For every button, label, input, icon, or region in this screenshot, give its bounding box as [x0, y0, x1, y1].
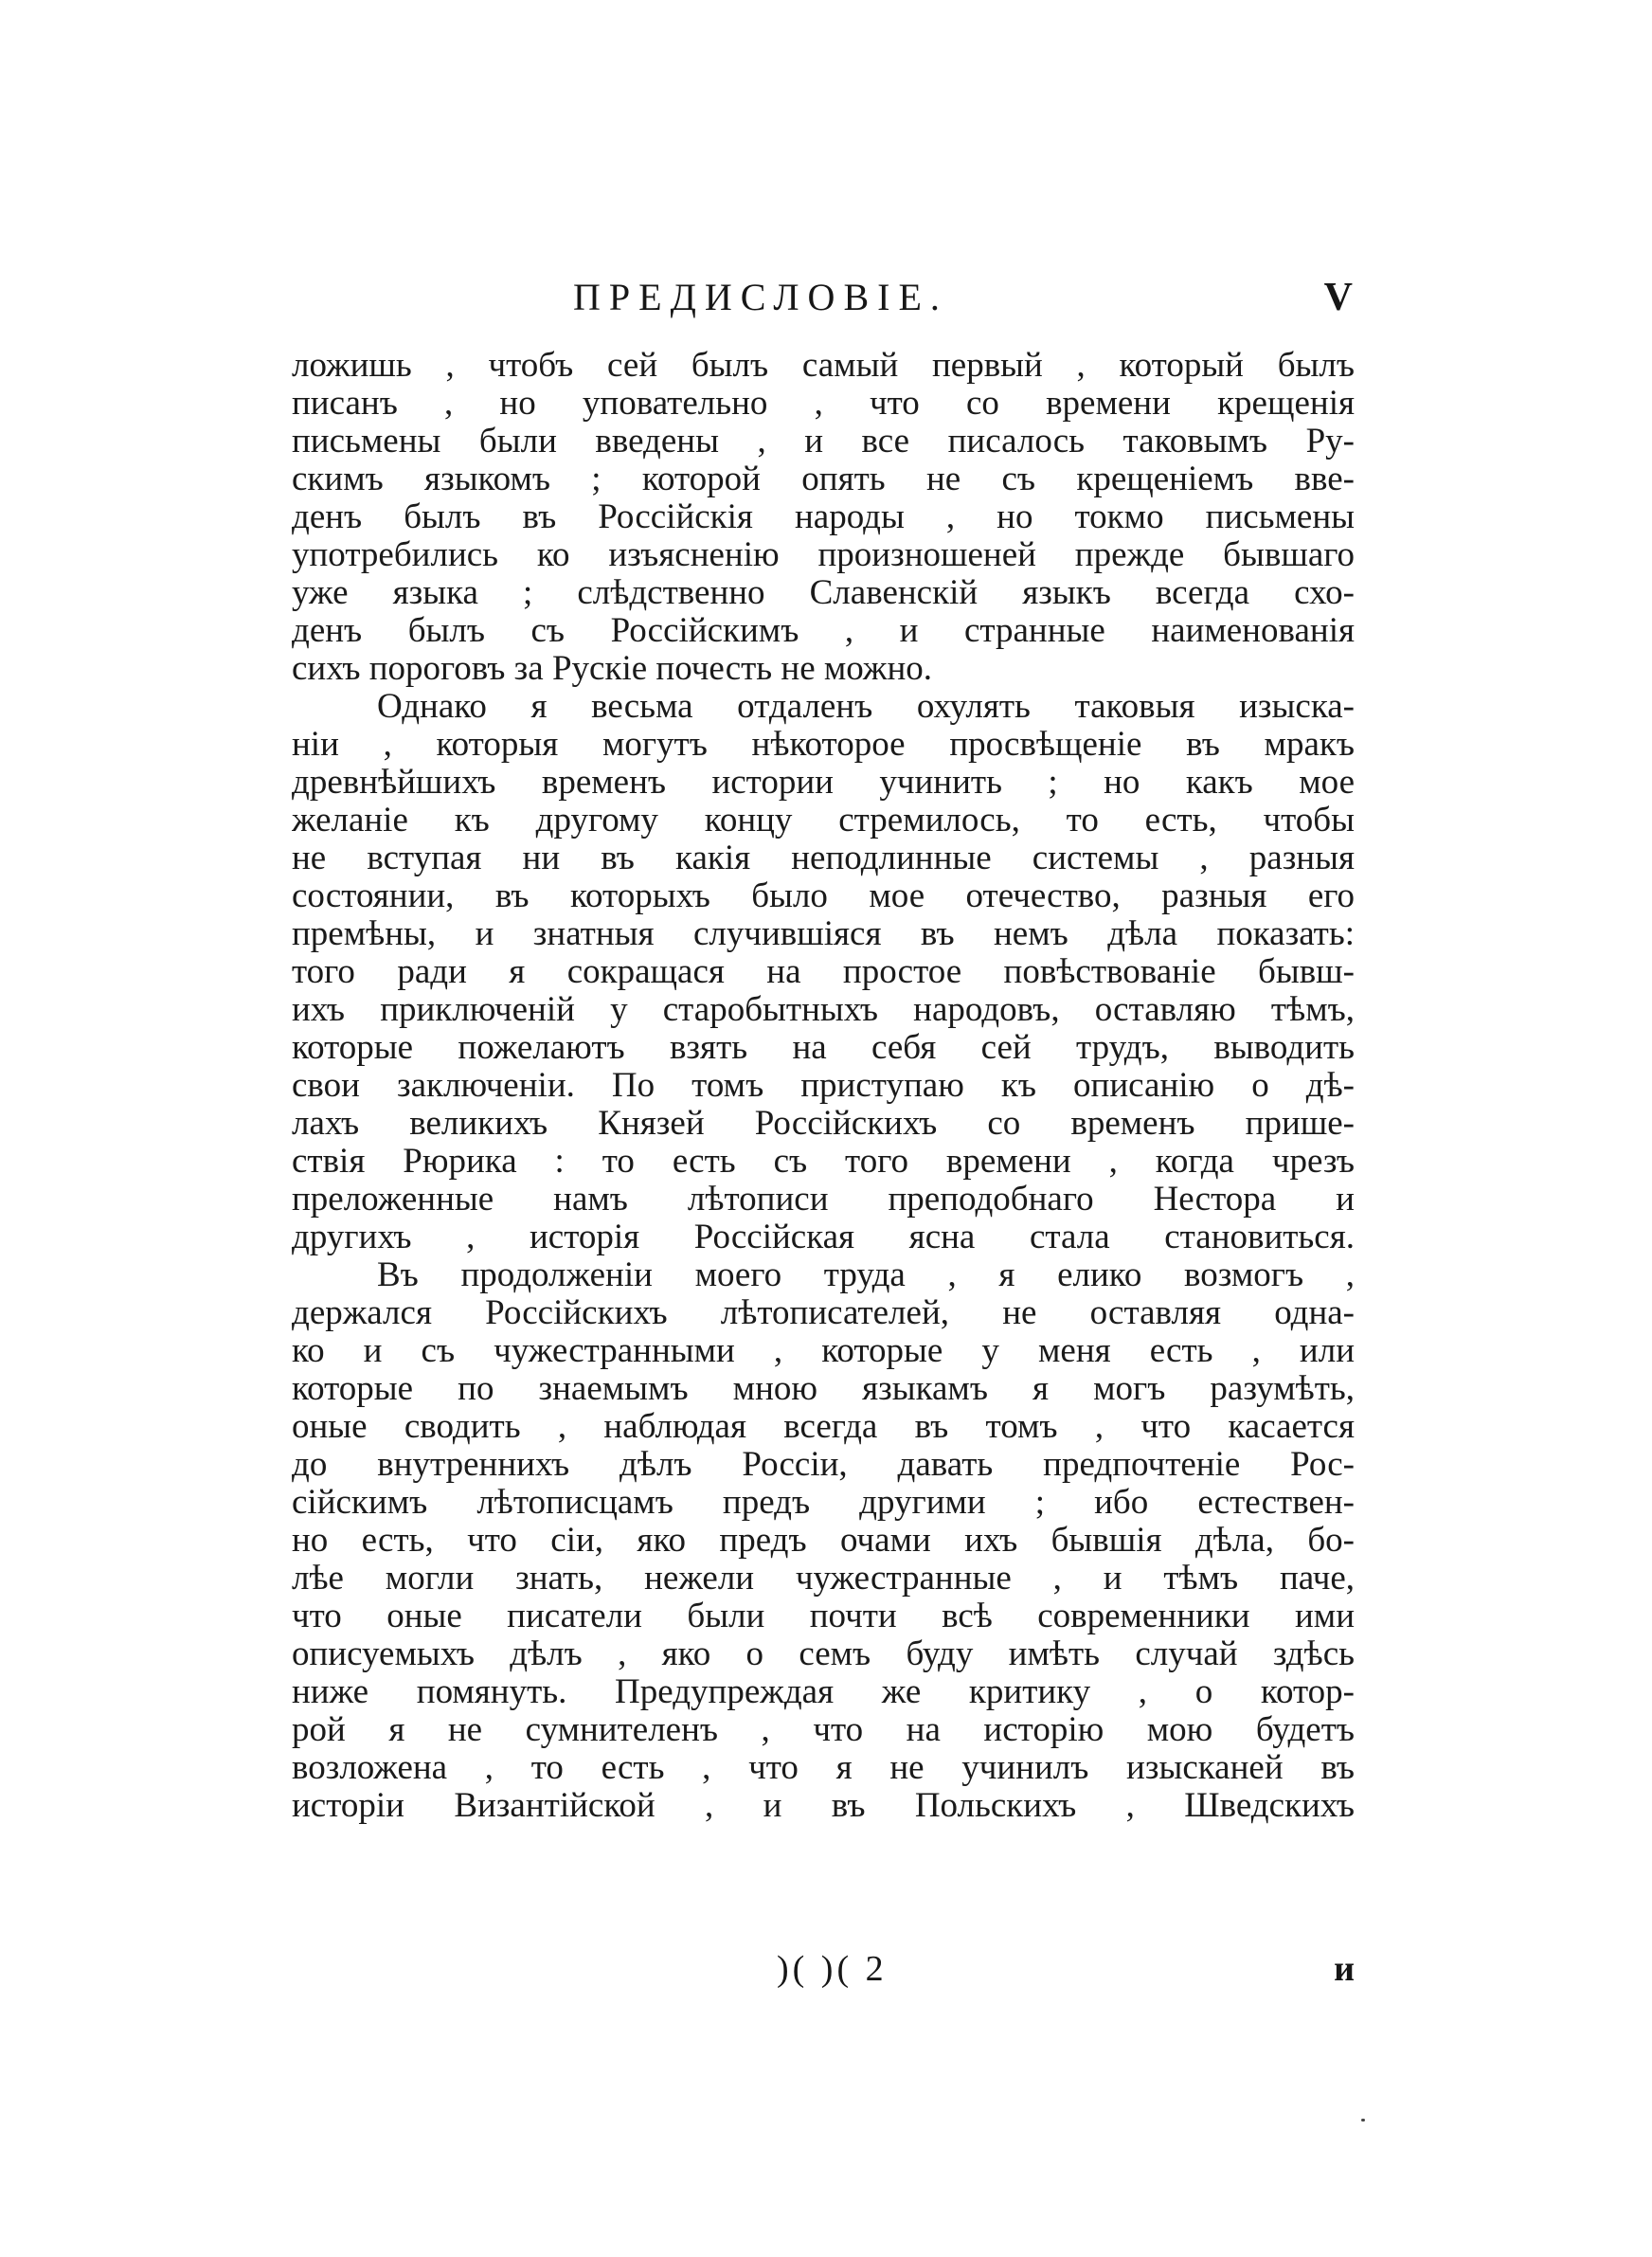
text-line: письмены были введены , и все писалось таковымъ Ру- [292, 423, 1355, 460]
text-line: ниже помянуть. Предупреждая же критику , о котор- [292, 1673, 1355, 1711]
text-line: уже языка ; слѣдственно Славенскій языкъ всегда схо- [292, 574, 1355, 612]
text-line: состоянии, въ которыхъ было мое отечество, разныя его [292, 877, 1355, 915]
text-line: сійскимъ лѣтописцамъ предъ другими ; ибо естествен- [292, 1484, 1355, 1522]
text-line: писанъ , но уповательно , что со времени крещенія [292, 385, 1355, 423]
text-line: желаніе къ другому концу стремилось, то есть, чтобы [292, 802, 1355, 840]
text-line: денъ былъ съ Россійскимъ , и странные наименованія [292, 612, 1355, 650]
scan-speck [1361, 2119, 1365, 2122]
text-line: денъ былъ въ Россійскія народы , но токмо письмены [292, 498, 1355, 536]
text-line: ложишь , чтобъ сей былъ самый первый , который былъ [292, 347, 1355, 385]
text-line: лахъ великихъ Князей Россійскихъ со временъ прише- [292, 1105, 1355, 1143]
text-line: не вступая ни въ какія неподлинные системы , разныя [292, 840, 1355, 877]
text-line: ко и съ чужестранными , которые у меня есть , или [292, 1332, 1355, 1370]
text-line: ніи , которыя могутъ нѣкоторое просвѣщеніе въ мракъ [292, 726, 1355, 764]
text-line: сихъ пороговъ за Рускіе почесть не можно. [292, 650, 932, 688]
page-footer [292, 1948, 1355, 1992]
text-line: держался Россійскихъ лѣтописателей, не оставляя одна- [292, 1294, 1355, 1332]
text-line: скимъ языкомъ ; которой опять не съ крещеніемъ вве- [292, 460, 1355, 498]
text-line: до внутреннихъ дѣлъ Россіи, давать предпочтеніе Рос- [292, 1446, 1355, 1484]
running-head [289, 273, 1355, 330]
body-text [292, 347, 1355, 1825]
text-line: преложенные намъ лѣтописи преподобнаго Нестора и [292, 1181, 1355, 1219]
catchword: и [1334, 1949, 1355, 1989]
text-line: описуемыхъ дѣлъ , яко о семъ буду имѣть случай здѣсь [292, 1635, 1355, 1673]
text-line: премѣны, и знатныя случившіяся въ немъ дѣла показать: [292, 915, 1355, 953]
text-line: возложена , то есть , что я не учинилъ изысканей въ [292, 1749, 1355, 1787]
paragraph-start-line: Въ продолженіи моего труда , я елико возмогъ , [377, 1256, 1355, 1294]
text-line: которые пожелаютъ взять на себя сей трудъ, выводить [292, 1029, 1355, 1067]
text-line: исторіи Византійской , и въ Польскихъ , Шведскихъ [292, 1787, 1355, 1825]
text-line: лѣе могли знать, нежели чужестранные , и тѣмъ паче, [292, 1560, 1355, 1598]
running-head-title: ПРЕДИСЛОВІЕ. [573, 276, 948, 318]
text-line: другихъ , исторія Россійская ясна стала становиться. [292, 1219, 1355, 1256]
page-number: V [1323, 276, 1355, 319]
text-line: оные сводить , наблюдая всегда въ томъ , что касается [292, 1408, 1355, 1446]
text-line: свои заключеніи. По томъ приступаю къ описанію о дѣ- [292, 1067, 1355, 1105]
text-line: древнѣйшихъ временъ истории учинить ; но какъ мое [292, 764, 1355, 802]
signature-mark: )( )( 2 [777, 1949, 888, 1989]
text-line: рой я не сумнителенъ , что на исторію мою будетъ [292, 1711, 1355, 1749]
paragraph-start-line: Однако я весьма отдаленъ охулять таковыя изыска- [377, 688, 1355, 726]
text-line: что оные писатели были почти всѣ современники ими [292, 1598, 1355, 1635]
text-line: ихъ приключеній у старобытныхъ народовъ, оставляю тѣмъ, [292, 991, 1355, 1029]
text-line: употребились ко изъясненію произношеней прежде бывшаго [292, 536, 1355, 574]
text-line: ствія Рюрика : то есть съ того времени , когда чрезъ [292, 1143, 1355, 1181]
text-line: которые по знаемымъ мною языкамъ я могъ разумѣть, [292, 1370, 1355, 1408]
text-line: того ради я сокращася на простое повѣствованіе бывш- [292, 953, 1355, 991]
text-line: но есть, что сіи, яко предъ очами ихъ бывшія дѣла, бо- [292, 1522, 1355, 1560]
